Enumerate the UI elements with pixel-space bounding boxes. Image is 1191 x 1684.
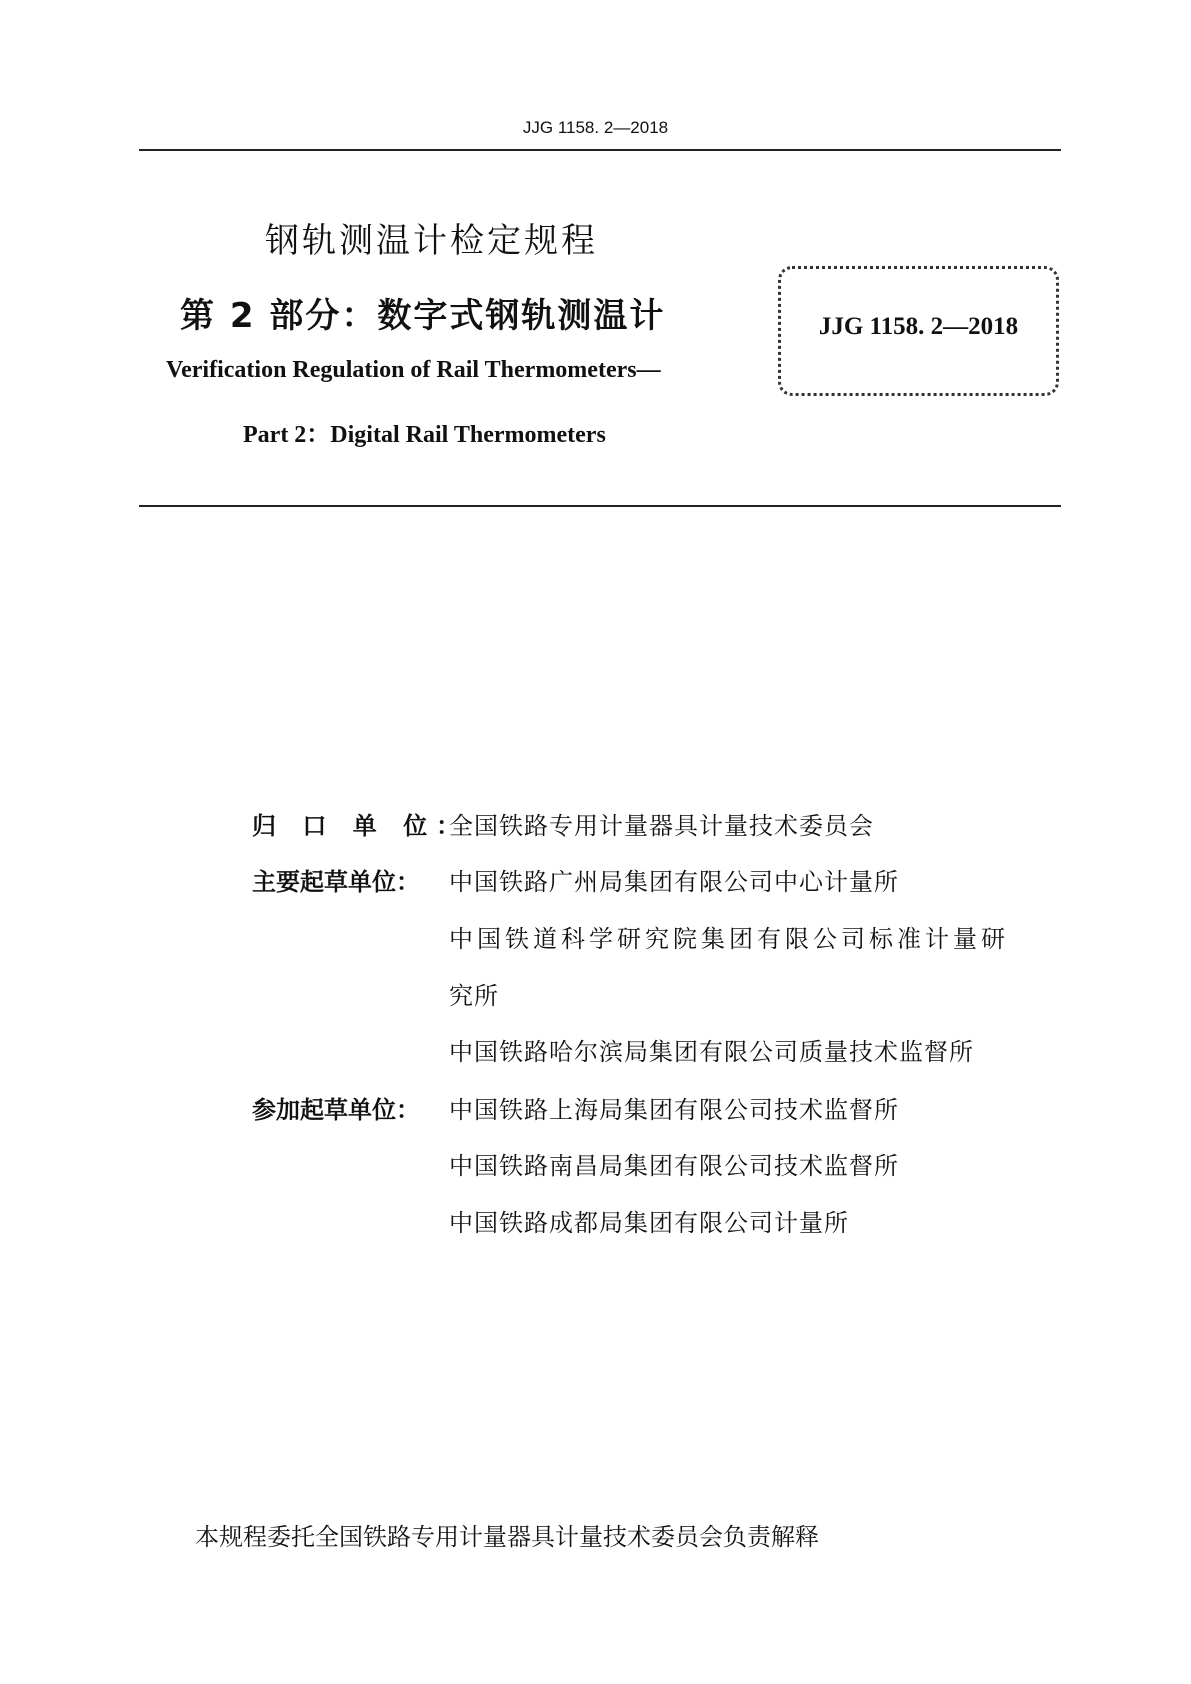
unit-label-participating-drafters: 参加起草单位： bbox=[252, 1096, 420, 1124]
running-header: JJG 1158. 2—2018 bbox=[522, 118, 669, 137]
unit-label-responsible: 归 口 单 位： bbox=[252, 812, 470, 840]
title-en-line2: Part 2：Digital Rail Thermometers bbox=[243, 422, 606, 448]
unit-value: 究所 bbox=[449, 982, 499, 1010]
title-cn-line2: 第 2 部分：数字式钢轨测温计 bbox=[180, 296, 666, 336]
title-cn-line1: 钢轨测温计检定规程 bbox=[265, 221, 598, 261]
unit-value: 中国铁路成都局集团有限公司计量所 bbox=[449, 1209, 849, 1237]
header-rule bbox=[139, 149, 1061, 151]
unit-value: 中国铁路南昌局集团有限公司技术监督所 bbox=[449, 1152, 899, 1180]
unit-value: 中国铁路哈尔滨局集团有限公司质量技术监督所 bbox=[449, 1038, 974, 1066]
interpretation-note: 本规程委托全国铁路专用计量器具计量技术委员会负责解释 bbox=[195, 1523, 819, 1551]
unit-value: 全国铁路专用计量器具计量技术委员会 bbox=[449, 812, 874, 840]
standard-code: JJG 1158. 2—2018 bbox=[818, 313, 1019, 340]
title-rule bbox=[139, 505, 1061, 507]
unit-label-main-drafters: 主要起草单位： bbox=[252, 868, 420, 896]
unit-value: 中国铁路广州局集团有限公司中心计量所 bbox=[449, 868, 899, 896]
standard-code-box bbox=[778, 266, 1059, 396]
unit-value: 中国铁道科学研究院集团有限公司标准计量研 bbox=[449, 925, 1009, 953]
title-en-line1: Verification Regulation of Rail Thermometers— bbox=[166, 357, 661, 383]
unit-value: 中国铁路上海局集团有限公司技术监督所 bbox=[449, 1096, 899, 1124]
